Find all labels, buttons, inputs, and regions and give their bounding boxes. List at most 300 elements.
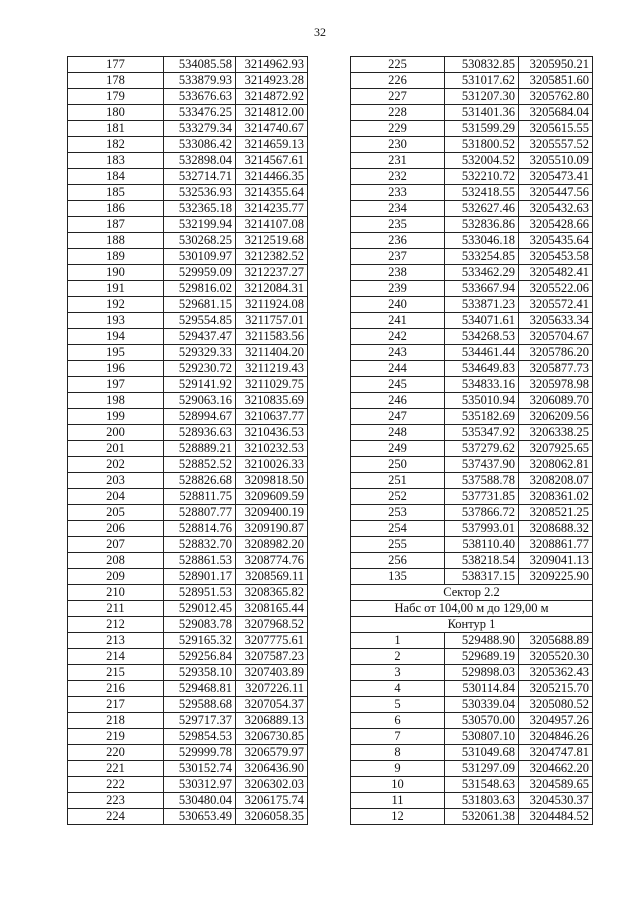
x-coordinate: 530152.74	[164, 761, 236, 777]
x-coordinate: 532418.55	[445, 185, 519, 201]
right-coordinates-table	[350, 56, 593, 825]
x-coordinate: 537279.62	[445, 441, 519, 457]
table-row	[351, 681, 593, 697]
x-coordinate: 533476.25	[164, 105, 236, 121]
point-number: 197	[68, 377, 164, 393]
x-coordinate: 528832.70	[164, 537, 236, 553]
x-coordinate: 529329.33	[164, 345, 236, 361]
table-row	[351, 665, 593, 681]
x-coordinate: 530312.97	[164, 777, 236, 793]
point-number: 214	[68, 649, 164, 665]
x-coordinate: 529717.37	[164, 713, 236, 729]
table-row	[351, 761, 593, 777]
page-number: 32	[314, 25, 326, 39]
table-row	[351, 505, 593, 521]
y-coordinate: 3205877.73	[519, 361, 593, 377]
x-coordinate: 529358.10	[164, 665, 236, 681]
x-coordinate: 535347.92	[445, 425, 519, 441]
point-number: 201	[68, 441, 164, 457]
x-coordinate: 534268.53	[445, 329, 519, 345]
point-number: 11	[351, 793, 445, 809]
point-number: 135	[351, 569, 445, 585]
table-row	[351, 217, 593, 233]
x-coordinate: 532365.18	[164, 201, 236, 217]
table-row	[68, 57, 308, 73]
y-coordinate: 3207968.52	[236, 617, 308, 633]
point-number: 227	[351, 89, 445, 105]
x-coordinate: 533279.34	[164, 121, 236, 137]
x-coordinate: 531207.30	[445, 89, 519, 105]
point-number: 5	[351, 697, 445, 713]
y-coordinate: 3208688.32	[519, 521, 593, 537]
x-coordinate: 533879.93	[164, 73, 236, 89]
table-row	[351, 169, 593, 185]
point-number: 209	[68, 569, 164, 585]
y-coordinate: 3211583.56	[236, 329, 308, 345]
point-number: 251	[351, 473, 445, 489]
x-coordinate: 529816.02	[164, 281, 236, 297]
x-coordinate: 530480.04	[164, 793, 236, 809]
point-number: 252	[351, 489, 445, 505]
table-row	[68, 601, 308, 617]
x-coordinate: 528826.68	[164, 473, 236, 489]
x-coordinate: 537731.85	[445, 489, 519, 505]
point-number: 1	[351, 633, 445, 649]
point-number: 248	[351, 425, 445, 441]
point-number: 189	[68, 249, 164, 265]
table-row	[68, 505, 308, 521]
y-coordinate: 3205704.67	[519, 329, 593, 345]
table-row	[351, 57, 593, 73]
table-row	[351, 633, 593, 649]
point-number: 6	[351, 713, 445, 729]
table-row	[68, 361, 308, 377]
point-number: 3	[351, 665, 445, 681]
point-number: 232	[351, 169, 445, 185]
x-coordinate: 531017.62	[445, 73, 519, 89]
table-row	[68, 441, 308, 457]
y-coordinate: 3214923.28	[236, 73, 308, 89]
table-row	[351, 233, 593, 249]
table-row	[68, 409, 308, 425]
x-coordinate: 537437.90	[445, 457, 519, 473]
point-number: 246	[351, 393, 445, 409]
y-coordinate: 3204662.20	[519, 761, 593, 777]
x-coordinate: 530653.49	[164, 809, 236, 825]
y-coordinate: 3208774.76	[236, 553, 308, 569]
x-coordinate: 534071.61	[445, 313, 519, 329]
point-number: 4	[351, 681, 445, 697]
point-number: 12	[351, 809, 445, 825]
table-row	[351, 201, 593, 217]
x-coordinate: 531401.36	[445, 105, 519, 121]
y-coordinate: 3214355.64	[236, 185, 308, 201]
y-coordinate: 3207403.89	[236, 665, 308, 681]
y-coordinate: 3211219.43	[236, 361, 308, 377]
table-row	[68, 345, 308, 361]
point-number: 217	[68, 697, 164, 713]
x-coordinate: 529898.03	[445, 665, 519, 681]
table-row	[68, 585, 308, 601]
y-coordinate: 3214567.61	[236, 153, 308, 169]
point-number: 237	[351, 249, 445, 265]
y-coordinate: 3206302.03	[236, 777, 308, 793]
y-coordinate: 3209609.59	[236, 489, 308, 505]
point-number: 256	[351, 553, 445, 569]
table-row	[68, 473, 308, 489]
y-coordinate: 3205950.21	[519, 57, 593, 73]
table-row	[351, 345, 593, 361]
y-coordinate: 3214740.67	[236, 121, 308, 137]
y-coordinate: 3204530.37	[519, 793, 593, 809]
x-coordinate: 532714.71	[164, 169, 236, 185]
table-row	[68, 633, 308, 649]
table-row	[351, 297, 593, 313]
point-number: 207	[68, 537, 164, 553]
y-coordinate: 3205428.66	[519, 217, 593, 233]
table-row	[68, 617, 308, 633]
y-coordinate: 3209225.90	[519, 569, 593, 585]
x-coordinate: 532836.86	[445, 217, 519, 233]
table-row	[68, 201, 308, 217]
y-coordinate: 3205473.41	[519, 169, 593, 185]
table-row	[351, 313, 593, 329]
x-coordinate: 529230.72	[164, 361, 236, 377]
x-coordinate: 529488.90	[445, 633, 519, 649]
point-number: 230	[351, 137, 445, 153]
x-coordinate: 538317.15	[445, 569, 519, 585]
point-number: 234	[351, 201, 445, 217]
x-coordinate: 533667.94	[445, 281, 519, 297]
x-coordinate: 529999.78	[164, 745, 236, 761]
y-coordinate: 3204484.52	[519, 809, 593, 825]
y-coordinate: 3208208.07	[519, 473, 593, 489]
y-coordinate: 3205482.41	[519, 265, 593, 281]
table-row	[68, 681, 308, 697]
y-coordinate: 3206089.70	[519, 393, 593, 409]
x-coordinate: 532061.38	[445, 809, 519, 825]
table-row	[68, 729, 308, 745]
y-coordinate: 3207226.11	[236, 681, 308, 697]
x-coordinate: 528807.77	[164, 505, 236, 521]
point-number: 182	[68, 137, 164, 153]
x-coordinate: 530339.04	[445, 697, 519, 713]
point-number: 223	[68, 793, 164, 809]
x-coordinate: 529012.45	[164, 601, 236, 617]
y-coordinate: 3210232.53	[236, 441, 308, 457]
x-coordinate: 533462.29	[445, 265, 519, 281]
y-coordinate: 3212237.27	[236, 265, 308, 281]
table-row	[68, 297, 308, 313]
point-number: 185	[68, 185, 164, 201]
x-coordinate: 531049.68	[445, 745, 519, 761]
y-coordinate: 3212084.31	[236, 281, 308, 297]
x-coordinate: 532210.72	[445, 169, 519, 185]
y-coordinate: 3209190.87	[236, 521, 308, 537]
y-coordinate: 3211757.01	[236, 313, 308, 329]
table-row	[351, 713, 593, 729]
point-number: 216	[68, 681, 164, 697]
table-row	[68, 105, 308, 121]
table-row	[351, 137, 593, 153]
x-coordinate: 532536.93	[164, 185, 236, 201]
y-coordinate: 3205510.09	[519, 153, 593, 169]
y-coordinate: 3205435.64	[519, 233, 593, 249]
x-coordinate: 529256.84	[164, 649, 236, 665]
point-number: 194	[68, 329, 164, 345]
point-number: 213	[68, 633, 164, 649]
point-number: 204	[68, 489, 164, 505]
x-coordinate: 529689.19	[445, 649, 519, 665]
x-coordinate: 528994.67	[164, 409, 236, 425]
point-number: 198	[68, 393, 164, 409]
point-number: 195	[68, 345, 164, 361]
contour-title-row	[351, 617, 593, 633]
point-number: 192	[68, 297, 164, 313]
y-coordinate: 3210436.53	[236, 425, 308, 441]
table-row	[68, 457, 308, 473]
point-number: 184	[68, 169, 164, 185]
y-coordinate: 3214659.13	[236, 137, 308, 153]
x-coordinate: 533254.85	[445, 249, 519, 265]
y-coordinate: 3204747.81	[519, 745, 593, 761]
x-coordinate: 532199.94	[164, 217, 236, 233]
point-number: 241	[351, 313, 445, 329]
y-coordinate: 3214235.77	[236, 201, 308, 217]
point-number: 178	[68, 73, 164, 89]
table-row	[351, 793, 593, 809]
y-coordinate: 3214812.00	[236, 105, 308, 121]
point-number: 219	[68, 729, 164, 745]
y-coordinate: 3214962.93	[236, 57, 308, 73]
table-row	[351, 457, 593, 473]
point-number: 229	[351, 121, 445, 137]
point-number: 247	[351, 409, 445, 425]
table-row	[68, 185, 308, 201]
y-coordinate: 3204589.65	[519, 777, 593, 793]
point-number: 188	[68, 233, 164, 249]
x-coordinate: 528951.53	[164, 585, 236, 601]
y-coordinate: 3205851.60	[519, 73, 593, 89]
y-coordinate: 3206338.25	[519, 425, 593, 441]
x-coordinate: 533676.63	[164, 89, 236, 105]
table-row	[68, 329, 308, 345]
table-row	[68, 217, 308, 233]
table-row	[68, 137, 308, 153]
table-row	[351, 441, 593, 457]
table-row	[351, 409, 593, 425]
point-number: 179	[68, 89, 164, 105]
point-number: 225	[351, 57, 445, 73]
y-coordinate: 3205432.63	[519, 201, 593, 217]
x-coordinate: 531548.63	[445, 777, 519, 793]
y-coordinate: 3212382.52	[236, 249, 308, 265]
x-coordinate: 528852.52	[164, 457, 236, 473]
contour-title: Контур 1	[351, 617, 593, 633]
y-coordinate: 3207587.23	[236, 649, 308, 665]
point-number: 190	[68, 265, 164, 281]
y-coordinate: 3209400.19	[236, 505, 308, 521]
y-coordinate: 3205453.58	[519, 249, 593, 265]
y-coordinate: 3208062.81	[519, 457, 593, 473]
x-coordinate: 529063.16	[164, 393, 236, 409]
x-coordinate: 528811.75	[164, 489, 236, 505]
x-coordinate: 530807.10	[445, 729, 519, 745]
x-coordinate: 528901.17	[164, 569, 236, 585]
point-number: 208	[68, 553, 164, 569]
y-coordinate: 3205978.98	[519, 377, 593, 393]
x-coordinate: 528814.76	[164, 521, 236, 537]
table-row	[351, 729, 593, 745]
table-row	[351, 377, 593, 393]
table-row	[68, 665, 308, 681]
x-coordinate: 528889.21	[164, 441, 236, 457]
y-coordinate: 3205615.55	[519, 121, 593, 137]
table-row	[351, 697, 593, 713]
point-number: 196	[68, 361, 164, 377]
point-number: 199	[68, 409, 164, 425]
y-coordinate: 3208165.44	[236, 601, 308, 617]
point-number: 254	[351, 521, 445, 537]
point-number: 9	[351, 761, 445, 777]
table-row	[351, 153, 593, 169]
sector-title-row	[351, 585, 593, 601]
y-coordinate: 3207775.61	[236, 633, 308, 649]
table-row	[351, 73, 593, 89]
point-number: 210	[68, 585, 164, 601]
y-coordinate: 3207925.65	[519, 441, 593, 457]
point-number: 235	[351, 217, 445, 233]
point-number: 180	[68, 105, 164, 121]
point-number: 238	[351, 265, 445, 281]
table-row	[351, 569, 593, 585]
y-coordinate: 3214466.35	[236, 169, 308, 185]
point-number: 200	[68, 425, 164, 441]
y-coordinate: 3205572.41	[519, 297, 593, 313]
x-coordinate: 534833.16	[445, 377, 519, 393]
y-coordinate: 3205762.80	[519, 89, 593, 105]
x-coordinate: 529468.81	[164, 681, 236, 697]
table-row	[68, 249, 308, 265]
y-coordinate: 3205688.89	[519, 633, 593, 649]
y-coordinate: 3208982.20	[236, 537, 308, 553]
table-row	[351, 89, 593, 105]
point-number: 221	[68, 761, 164, 777]
table-row	[68, 569, 308, 585]
x-coordinate: 534085.58	[164, 57, 236, 73]
point-number: 215	[68, 665, 164, 681]
point-number: 211	[68, 601, 164, 617]
table-row	[68, 553, 308, 569]
x-coordinate: 528861.53	[164, 553, 236, 569]
x-coordinate: 531803.63	[445, 793, 519, 809]
y-coordinate: 3205362.43	[519, 665, 593, 681]
y-coordinate: 3206058.35	[236, 809, 308, 825]
table-row	[68, 121, 308, 137]
x-coordinate: 532004.52	[445, 153, 519, 169]
x-coordinate: 531800.52	[445, 137, 519, 153]
y-coordinate: 3205633.34	[519, 313, 593, 329]
point-number: 231	[351, 153, 445, 169]
x-coordinate: 529437.47	[164, 329, 236, 345]
point-number: 222	[68, 777, 164, 793]
x-coordinate: 530832.85	[445, 57, 519, 73]
x-coordinate: 533871.23	[445, 297, 519, 313]
x-coordinate: 532898.04	[164, 153, 236, 169]
point-number: 212	[68, 617, 164, 633]
x-coordinate: 530268.25	[164, 233, 236, 249]
x-coordinate: 537588.78	[445, 473, 519, 489]
y-coordinate: 3206889.13	[236, 713, 308, 729]
point-number: 186	[68, 201, 164, 217]
point-number: 239	[351, 281, 445, 297]
table-row	[68, 697, 308, 713]
y-coordinate: 3205557.52	[519, 137, 593, 153]
y-coordinate: 3205215.70	[519, 681, 593, 697]
y-coordinate: 3211924.08	[236, 297, 308, 313]
point-number: 10	[351, 777, 445, 793]
y-coordinate: 3214872.92	[236, 89, 308, 105]
point-number: 228	[351, 105, 445, 121]
point-number: 191	[68, 281, 164, 297]
point-number: 206	[68, 521, 164, 537]
x-coordinate: 533046.18	[445, 233, 519, 249]
table-row	[68, 793, 308, 809]
table-row	[351, 809, 593, 825]
point-number: 255	[351, 537, 445, 553]
x-coordinate: 535182.69	[445, 409, 519, 425]
point-number: 181	[68, 121, 164, 137]
y-coordinate: 3205447.56	[519, 185, 593, 201]
table-row	[68, 713, 308, 729]
y-coordinate: 3210637.77	[236, 409, 308, 425]
x-coordinate: 529681.15	[164, 297, 236, 313]
y-coordinate: 3206579.97	[236, 745, 308, 761]
x-coordinate: 530570.00	[445, 713, 519, 729]
y-coordinate: 3209041.13	[519, 553, 593, 569]
table-row	[68, 89, 308, 105]
table-row	[351, 329, 593, 345]
y-coordinate: 3208361.02	[519, 489, 593, 505]
height-range-row	[351, 601, 593, 617]
y-coordinate: 3206209.56	[519, 409, 593, 425]
table-row	[351, 249, 593, 265]
x-coordinate: 538110.40	[445, 537, 519, 553]
x-coordinate: 534461.44	[445, 345, 519, 361]
y-coordinate: 3205786.20	[519, 345, 593, 361]
height-range: Набс от 104,00 м до 129,00 м	[351, 601, 593, 617]
table-row	[351, 185, 593, 201]
table-row	[351, 425, 593, 441]
y-coordinate: 3207054.37	[236, 697, 308, 713]
y-coordinate: 3210026.33	[236, 457, 308, 473]
table-row	[68, 313, 308, 329]
point-number: 8	[351, 745, 445, 761]
x-coordinate: 529554.85	[164, 313, 236, 329]
y-coordinate: 3209818.50	[236, 473, 308, 489]
point-number: 226	[351, 73, 445, 89]
x-coordinate: 537866.72	[445, 505, 519, 521]
y-coordinate: 3205522.06	[519, 281, 593, 297]
point-number: 2	[351, 649, 445, 665]
table-row	[351, 473, 593, 489]
y-coordinate: 3205684.04	[519, 105, 593, 121]
x-coordinate: 531297.09	[445, 761, 519, 777]
left-coordinates-table	[67, 56, 308, 825]
point-number: 233	[351, 185, 445, 201]
table-row	[68, 521, 308, 537]
table-row	[351, 777, 593, 793]
